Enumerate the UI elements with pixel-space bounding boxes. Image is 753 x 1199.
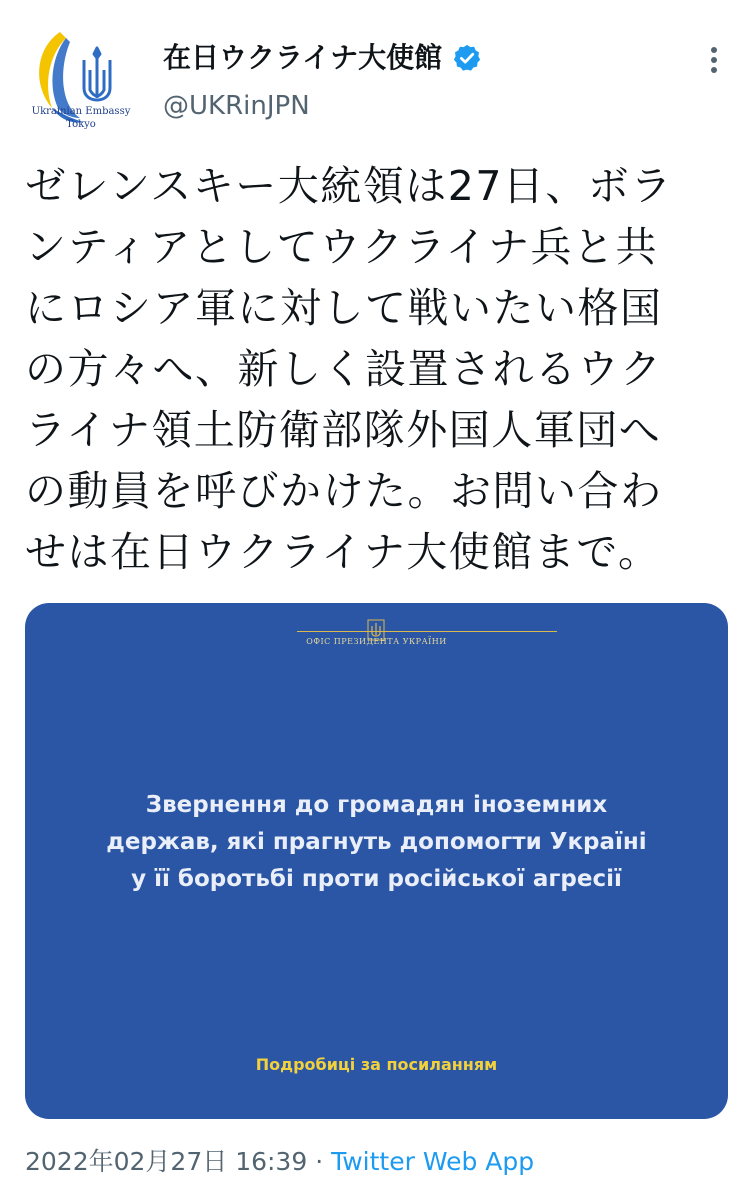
details-link-text: Подробиці за посиланням [255, 1055, 498, 1074]
display-name-text: 在日ウクライナ大使館 [163, 41, 443, 74]
tweet-meta [25, 1144, 534, 1180]
appeal-text: Звернення до громадян іноземних держав, які прагнуть допомогти Україні у її боротьбі проти російської агресії [106, 792, 647, 892]
tweet-source-link[interactable]: Twitter Web App [331, 1147, 535, 1176]
avatar-caption-line-2: Tokyo [66, 119, 96, 130]
office-divider-left [297, 631, 427, 632]
tweet-header [0, 0, 753, 150]
user-handle[interactable]: @UKRinJPN [163, 91, 310, 121]
meta-separator: · [307, 1147, 332, 1176]
tweet-timestamp[interactable]: 2022年02月27日 16:39 [25, 1147, 308, 1176]
tweet-media-card[interactable] [25, 603, 728, 1119]
display-name[interactable] [163, 38, 482, 78]
avatar-caption-line-1: Ukrainian Embassy [31, 106, 131, 117]
office-divider-right [427, 631, 557, 632]
tweet-text: ゼレンスキー大統領は27日、ボラ ンティアとしてウクライナ兵と共 にロシア軍に対して戦いたい格国 の方々へ、新しく設置されるウク ライナ領土防衛部隊外国人軍団へ の動員を呼びかけた。お問い合わ せは在日ウクライナ大使館まで。 [25, 162, 673, 576]
office-label: ОФІС ПРЕЗИДЕНТА УКРАЇНИ [306, 637, 447, 646]
avatar[interactable] [22, 26, 140, 144]
verified-badge-icon [452, 43, 482, 73]
more-options-icon[interactable] [696, 42, 732, 78]
